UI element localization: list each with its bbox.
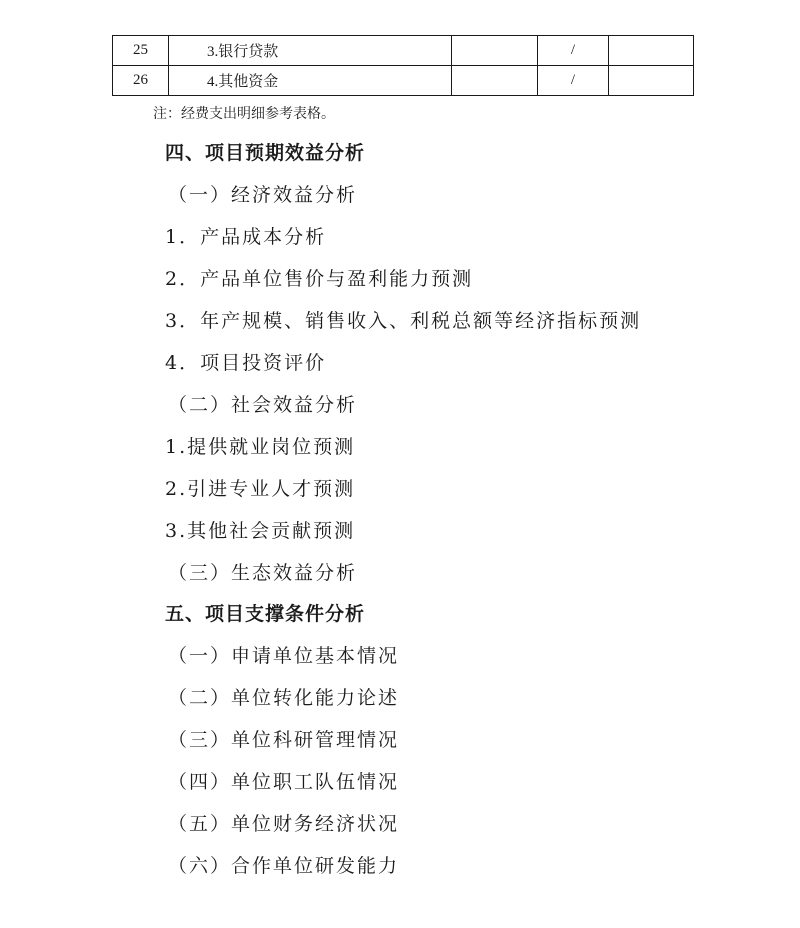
row-number: 26	[113, 66, 169, 96]
table-note: 注：经费支出明细参考表格。	[153, 106, 335, 122]
subsection-conversion-capability: （二）单位转化能力论述	[168, 687, 400, 709]
section-5-heading: 五、项目支撑条件分析	[165, 603, 366, 625]
row-cell-slash: /	[538, 36, 609, 66]
item-other-contribution: 3.其他社会贡献预测	[165, 520, 356, 542]
budget-table	[112, 35, 694, 96]
row-cell-slash: /	[538, 66, 609, 96]
item-product-cost: 1．产品成本分析	[165, 226, 327, 248]
subsection-economic-benefit: （一）经济效益分析	[168, 184, 358, 206]
item-talent-forecast: 2.引进专业人才预测	[165, 478, 356, 500]
item-jobs-forecast: 1.提供就业岗位预测	[165, 436, 356, 458]
item-unit-price-profit: 2．产品单位售价与盈利能力预测	[165, 268, 474, 290]
row-item: 4.其他资金	[169, 66, 452, 96]
row-item: 3.银行贷款	[169, 36, 452, 66]
row-cell-empty	[452, 66, 538, 96]
subsection-research-management: （三）单位科研管理情况	[168, 729, 400, 751]
subsection-partner-rnd: （六）合作单位研发能力	[168, 855, 400, 877]
subsection-ecological-benefit: （三）生态效益分析	[168, 562, 358, 584]
subsection-financial-status: （五）单位财务经济状况	[168, 813, 400, 835]
subsection-applicant-basics: （一）申请单位基本情况	[168, 645, 400, 667]
table-row	[113, 36, 694, 66]
subsection-staff-team: （四）单位职工队伍情况	[168, 771, 400, 793]
row-cell-empty	[609, 66, 694, 96]
subsection-social-benefit: （二）社会效益分析	[168, 394, 358, 416]
item-economic-indicators: 3．年产规模、销售收入、利税总额等经济指标预测	[165, 310, 642, 332]
section-4-heading: 四、项目预期效益分析	[165, 142, 366, 164]
table-row	[113, 66, 694, 96]
item-investment-evaluation: 4．项目投资评价	[165, 352, 327, 374]
row-cell-empty	[452, 36, 538, 66]
row-cell-empty	[609, 36, 694, 66]
row-number: 25	[113, 36, 169, 66]
